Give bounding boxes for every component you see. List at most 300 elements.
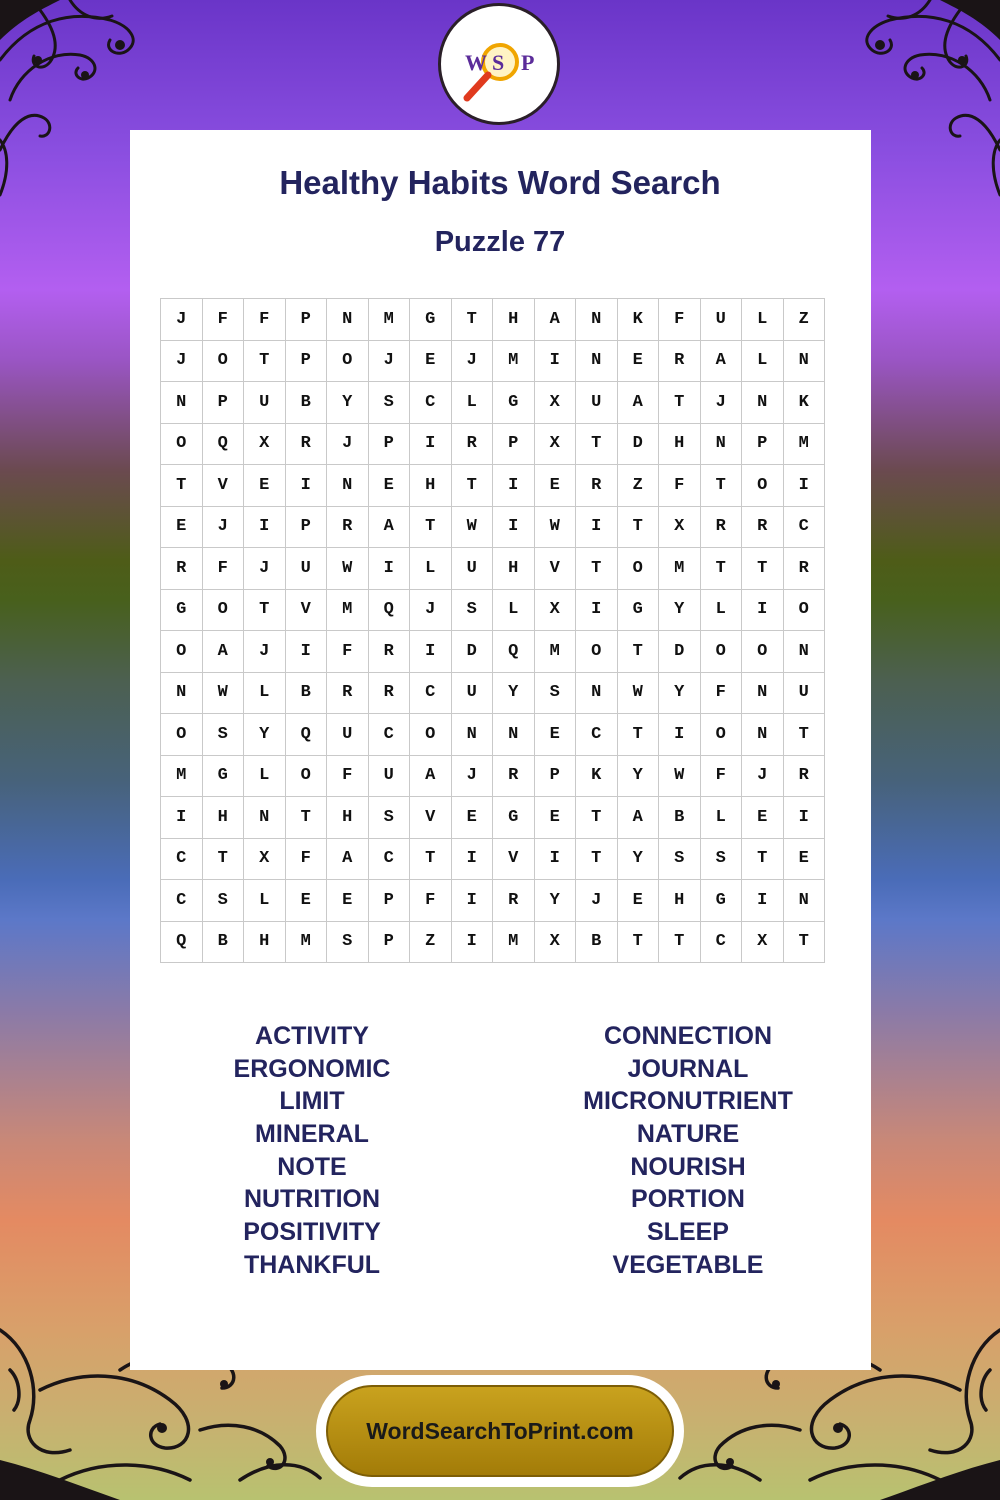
grid-cell[interactable]: O xyxy=(700,714,742,756)
grid-cell[interactable]: N xyxy=(161,672,203,714)
grid-cell[interactable]: M xyxy=(493,921,535,963)
grid-cell[interactable]: S xyxy=(659,838,701,880)
logo-letter-w: W xyxy=(465,50,487,75)
grid-cell[interactable]: I xyxy=(534,838,576,880)
grid-cell[interactable]: F xyxy=(327,631,369,673)
grid-cell[interactable]: H xyxy=(493,548,535,590)
grid-cell[interactable]: C xyxy=(700,921,742,963)
grid-row xyxy=(161,589,825,631)
grid-cell[interactable]: P xyxy=(534,755,576,797)
grid-cell[interactable]: J xyxy=(327,423,369,465)
grid-cell[interactable]: T xyxy=(659,382,701,424)
grid-cell[interactable]: X xyxy=(534,423,576,465)
word-list-item: PORTION xyxy=(631,1185,745,1214)
grid-cell[interactable]: R xyxy=(327,506,369,548)
grid-cell[interactable]: M xyxy=(327,589,369,631)
grid-cell[interactable]: R xyxy=(783,548,825,590)
grid-cell[interactable]: F xyxy=(202,299,244,341)
grid-cell[interactable]: O xyxy=(161,714,203,756)
grid-cell[interactable]: Y xyxy=(534,880,576,922)
grid-cell[interactable]: B xyxy=(285,382,327,424)
grid-cell[interactable]: P xyxy=(285,340,327,382)
grid-cell[interactable]: T xyxy=(617,506,659,548)
grid-cell[interactable]: O xyxy=(617,548,659,590)
grid-cell[interactable]: I xyxy=(451,921,493,963)
grid-cell[interactable]: M xyxy=(783,423,825,465)
grid-cell[interactable]: Q xyxy=(493,631,535,673)
grid-cell[interactable]: P xyxy=(742,423,784,465)
grid-cell[interactable]: R xyxy=(161,548,203,590)
word-list-item: SLEEP xyxy=(647,1218,729,1247)
grid-cell[interactable]: I xyxy=(410,631,452,673)
grid-cell[interactable]: M xyxy=(493,340,535,382)
grid-cell[interactable]: J xyxy=(451,340,493,382)
grid-cell[interactable]: A xyxy=(534,299,576,341)
grid-cell[interactable]: I xyxy=(493,506,535,548)
grid-cell[interactable]: H xyxy=(493,299,535,341)
grid-cell[interactable]: E xyxy=(534,465,576,507)
grid-cell[interactable]: J xyxy=(410,589,452,631)
grid-cell[interactable]: C xyxy=(161,880,203,922)
grid-cell[interactable]: Y xyxy=(493,672,535,714)
grid-cell[interactable]: G xyxy=(493,382,535,424)
grid-cell[interactable]: N xyxy=(244,797,286,839)
grid-cell[interactable]: B xyxy=(285,672,327,714)
grid-cell[interactable]: R xyxy=(368,672,410,714)
grid-cell[interactable]: D xyxy=(617,423,659,465)
grid-cell[interactable]: L xyxy=(244,880,286,922)
grid-cell[interactable]: P xyxy=(493,423,535,465)
grid-cell[interactable]: R xyxy=(285,423,327,465)
grid-cell[interactable]: Q xyxy=(202,423,244,465)
grid-cell[interactable]: T xyxy=(783,921,825,963)
grid-cell[interactable]: V xyxy=(202,465,244,507)
grid-cell[interactable]: T xyxy=(451,299,493,341)
grid-cell[interactable]: I xyxy=(493,465,535,507)
word-list-item: CONNECTION xyxy=(603,1022,773,1050)
grid-cell[interactable]: P xyxy=(202,382,244,424)
grid-cell[interactable]: B xyxy=(202,921,244,963)
grid-cell[interactable]: I xyxy=(576,589,618,631)
grid-cell[interactable]: S xyxy=(700,838,742,880)
grid-row xyxy=(161,506,825,548)
grid-cell[interactable]: F xyxy=(700,672,742,714)
grid-cell[interactable]: Y xyxy=(659,589,701,631)
grid-cell[interactable]: J xyxy=(368,340,410,382)
grid-cell[interactable]: O xyxy=(576,631,618,673)
grid-cell[interactable]: A xyxy=(617,382,659,424)
grid-cell[interactable]: F xyxy=(285,838,327,880)
grid-cell[interactable]: F xyxy=(659,465,701,507)
grid-cell[interactable]: E xyxy=(451,797,493,839)
grid-cell[interactable]: N xyxy=(783,631,825,673)
grid-cell[interactable]: C xyxy=(161,838,203,880)
grid-cell[interactable]: Z xyxy=(783,299,825,341)
grid-row xyxy=(161,423,825,465)
grid-cell[interactable]: R xyxy=(659,340,701,382)
grid-cell[interactable]: N xyxy=(700,423,742,465)
grid-cell[interactable]: C xyxy=(576,714,618,756)
grid-cell[interactable]: K xyxy=(617,299,659,341)
grid-cell[interactable]: U xyxy=(244,382,286,424)
grid-cell[interactable]: E xyxy=(534,714,576,756)
grid-cell[interactable]: S xyxy=(534,672,576,714)
grid-cell[interactable]: Z xyxy=(617,465,659,507)
grid-cell[interactable]: I xyxy=(742,880,784,922)
grid-cell[interactable]: U xyxy=(783,672,825,714)
grid-cell[interactable]: W xyxy=(202,672,244,714)
grid-cell[interactable]: L xyxy=(700,797,742,839)
grid-cell[interactable]: J xyxy=(244,548,286,590)
grid-cell[interactable]: W xyxy=(327,548,369,590)
grid-cell[interactable]: O xyxy=(202,340,244,382)
grid-cell[interactable]: O xyxy=(700,631,742,673)
grid-cell[interactable]: T xyxy=(576,548,618,590)
grid-cell[interactable]: A xyxy=(368,506,410,548)
grid-cell[interactable]: U xyxy=(451,672,493,714)
grid-cell[interactable]: E xyxy=(327,880,369,922)
grid-row xyxy=(161,921,825,963)
grid-cell[interactable]: P xyxy=(285,299,327,341)
grid-cell[interactable]: D xyxy=(451,631,493,673)
logo-letter-s: S xyxy=(492,50,505,75)
grid-cell[interactable]: I xyxy=(410,423,452,465)
grid-cell[interactable]: P xyxy=(368,423,410,465)
grid-cell[interactable]: V xyxy=(410,797,452,839)
grid-row xyxy=(161,755,825,797)
grid-cell[interactable]: A xyxy=(327,838,369,880)
grid-cell[interactable]: N xyxy=(742,672,784,714)
grid-cell[interactable]: Q xyxy=(368,589,410,631)
grid-cell[interactable]: R xyxy=(576,465,618,507)
grid-cell[interactable]: B xyxy=(576,921,618,963)
grid-cell[interactable]: A xyxy=(202,631,244,673)
site-banner[interactable] xyxy=(316,1375,684,1487)
grid-cell[interactable]: S xyxy=(202,880,244,922)
grid-cell[interactable]: U xyxy=(327,714,369,756)
grid-cell[interactable]: S xyxy=(451,589,493,631)
grid-cell[interactable]: L xyxy=(742,299,784,341)
grid-cell[interactable]: T xyxy=(244,589,286,631)
grid-cell[interactable]: P xyxy=(368,921,410,963)
grid-cell[interactable]: W xyxy=(659,755,701,797)
grid-cell[interactable]: T xyxy=(742,838,784,880)
grid-row xyxy=(161,838,825,880)
grid-cell[interactable]: H xyxy=(327,797,369,839)
grid-cell[interactable]: T xyxy=(202,838,244,880)
grid-cell[interactable]: W xyxy=(451,506,493,548)
grid-cell[interactable]: I xyxy=(285,631,327,673)
grid-cell[interactable]: R xyxy=(327,672,369,714)
grid-cell[interactable]: O xyxy=(742,631,784,673)
grid-cell[interactable]: C xyxy=(410,382,452,424)
grid-cell[interactable]: F xyxy=(202,548,244,590)
grid-cell[interactable]: T xyxy=(161,465,203,507)
grid-cell[interactable]: S xyxy=(368,382,410,424)
grid-cell[interactable]: I xyxy=(576,506,618,548)
grid-cell[interactable]: Y xyxy=(617,838,659,880)
grid-cell[interactable]: P xyxy=(368,880,410,922)
grid-cell[interactable]: A xyxy=(410,755,452,797)
grid-cell[interactable]: U xyxy=(368,755,410,797)
grid-cell[interactable]: X xyxy=(244,423,286,465)
grid-cell[interactable]: F xyxy=(244,299,286,341)
grid-cell[interactable]: T xyxy=(617,714,659,756)
grid-cell[interactable]: H xyxy=(659,880,701,922)
site-banner-inner xyxy=(326,1385,674,1477)
grid-cell[interactable]: E xyxy=(783,838,825,880)
grid-cell[interactable]: R xyxy=(368,631,410,673)
word-list-item: NATURE xyxy=(636,1120,740,1149)
grid-row xyxy=(161,465,825,507)
grid-cell[interactable]: K xyxy=(783,382,825,424)
grid-cell[interactable]: I xyxy=(244,506,286,548)
grid-cell[interactable]: L xyxy=(700,589,742,631)
grid-cell[interactable]: X xyxy=(244,838,286,880)
grid-cell[interactable]: M xyxy=(285,921,327,963)
wsp-logo[interactable] xyxy=(438,3,560,125)
grid-cell[interactable]: O xyxy=(285,755,327,797)
grid-cell[interactable]: L xyxy=(742,340,784,382)
grid-cell[interactable]: J xyxy=(576,880,618,922)
grid-cell[interactable]: N xyxy=(783,340,825,382)
word-list-item: LIMIT xyxy=(279,1087,345,1116)
logo-letter-p: P xyxy=(521,50,535,75)
site-name: WordSearchToPrint.com xyxy=(366,1417,634,1444)
grid-cell[interactable]: W xyxy=(534,506,576,548)
grid-cell[interactable]: U xyxy=(576,382,618,424)
grid-cell[interactable]: N xyxy=(161,382,203,424)
grid-cell[interactable]: S xyxy=(202,714,244,756)
word-list-item: ACTIVITY xyxy=(255,1022,369,1050)
grid-cell[interactable]: V xyxy=(493,838,535,880)
grid-cell[interactable]: I xyxy=(783,465,825,507)
grid-cell[interactable]: G xyxy=(202,755,244,797)
grid-cell[interactable]: F xyxy=(659,299,701,341)
grid-cell[interactable]: N xyxy=(576,672,618,714)
grid-cell[interactable]: T xyxy=(783,714,825,756)
grid-cell[interactable]: E xyxy=(285,880,327,922)
grid-row xyxy=(161,672,825,714)
grid-cell[interactable]: Y xyxy=(327,382,369,424)
word-list-item: POSITIVITY xyxy=(243,1218,381,1247)
grid-cell[interactable]: C xyxy=(368,838,410,880)
grid-row xyxy=(161,631,825,673)
grid-cell[interactable]: T xyxy=(576,423,618,465)
grid-cell[interactable]: I xyxy=(285,465,327,507)
grid-cell[interactable]: K xyxy=(576,755,618,797)
grid-cell[interactable]: I xyxy=(659,714,701,756)
grid-cell[interactable]: N xyxy=(451,714,493,756)
grid-row xyxy=(161,299,825,341)
grid-cell[interactable]: G xyxy=(161,589,203,631)
grid-cell[interactable]: A xyxy=(700,340,742,382)
grid-cell[interactable]: G xyxy=(617,589,659,631)
grid-cell[interactable]: O xyxy=(742,465,784,507)
grid-cell[interactable]: W xyxy=(617,672,659,714)
grid-cell[interactable]: R xyxy=(493,880,535,922)
grid-cell[interactable]: G xyxy=(410,299,452,341)
grid-cell[interactable]: F xyxy=(410,880,452,922)
grid-cell[interactable]: T xyxy=(451,465,493,507)
grid-cell[interactable]: E xyxy=(410,340,452,382)
word-list-item: MINERAL xyxy=(255,1120,369,1149)
grid-cell[interactable]: X xyxy=(534,589,576,631)
grid-cell[interactable]: N xyxy=(576,340,618,382)
grid-cell[interactable]: T xyxy=(742,548,784,590)
grid-cell[interactable]: Q xyxy=(285,714,327,756)
grid-cell[interactable]: I xyxy=(368,548,410,590)
grid-row xyxy=(161,797,825,839)
grid-cell[interactable]: R xyxy=(451,423,493,465)
word-list-item: NOTE xyxy=(277,1152,347,1181)
grid-cell[interactable]: E xyxy=(617,880,659,922)
grid-cell[interactable]: T xyxy=(576,797,618,839)
grid-cell[interactable]: H xyxy=(410,465,452,507)
grid-cell[interactable]: X xyxy=(534,921,576,963)
grid-cell[interactable]: T xyxy=(617,631,659,673)
word-list-left xyxy=(132,1020,492,1282)
word-list-item: NOURISH xyxy=(630,1152,746,1181)
grid-cell[interactable]: E xyxy=(244,465,286,507)
grid-cell[interactable]: Y xyxy=(659,672,701,714)
page-title: Healthy Habits Word Search xyxy=(279,164,721,201)
grid-cell[interactable]: S xyxy=(368,797,410,839)
grid-cell[interactable]: I xyxy=(451,838,493,880)
grid-cell[interactable]: J xyxy=(700,382,742,424)
grid-cell[interactable]: J xyxy=(161,340,203,382)
grid-cell[interactable]: T xyxy=(285,797,327,839)
word-list-item: NUTRITION xyxy=(243,1185,381,1214)
grid-cell[interactable]: O xyxy=(202,589,244,631)
grid-cell[interactable]: T xyxy=(244,340,286,382)
grid-cell[interactable]: I xyxy=(451,880,493,922)
grid-cell[interactable]: J xyxy=(742,755,784,797)
grid-cell[interactable]: T xyxy=(410,838,452,880)
grid-cell[interactable]: G xyxy=(493,797,535,839)
grid-cell[interactable]: H xyxy=(202,797,244,839)
grid-cell[interactable]: T xyxy=(410,506,452,548)
grid-row xyxy=(161,382,825,424)
grid-cell[interactable]: O xyxy=(410,714,452,756)
grid-cell[interactable]: E xyxy=(534,797,576,839)
grid-cell[interactable]: T xyxy=(617,921,659,963)
grid-cell[interactable]: V xyxy=(285,589,327,631)
grid-cell[interactable]: C xyxy=(783,506,825,548)
grid-cell[interactable]: S xyxy=(327,921,369,963)
grid-cell[interactable]: O xyxy=(161,423,203,465)
word-list-right xyxy=(508,1020,868,1282)
grid-cell[interactable]: T xyxy=(576,838,618,880)
grid-cell[interactable]: E xyxy=(161,506,203,548)
grid-cell[interactable]: N xyxy=(742,714,784,756)
grid-cell[interactable]: R xyxy=(742,506,784,548)
grid-cell[interactable]: Y xyxy=(617,755,659,797)
grid-cell[interactable]: T xyxy=(700,465,742,507)
grid-cell[interactable]: H xyxy=(244,921,286,963)
grid-cell[interactable]: J xyxy=(244,631,286,673)
grid-cell[interactable]: X xyxy=(534,382,576,424)
grid-cell[interactable]: J xyxy=(202,506,244,548)
grid-cell[interactable]: I xyxy=(742,589,784,631)
grid-cell[interactable]: M xyxy=(161,755,203,797)
grid-cell[interactable]: Z xyxy=(410,921,452,963)
grid-cell[interactable]: J xyxy=(161,299,203,341)
grid-cell[interactable]: F xyxy=(700,755,742,797)
grid-cell[interactable]: R xyxy=(783,755,825,797)
word-list-item: THANKFUL xyxy=(243,1250,381,1279)
grid-row xyxy=(161,714,825,756)
grid-cell[interactable]: E xyxy=(617,340,659,382)
grid-cell[interactable]: B xyxy=(659,797,701,839)
grid-cell[interactable]: M xyxy=(534,631,576,673)
grid-cell[interactable]: R xyxy=(700,506,742,548)
grid-cell[interactable]: J xyxy=(451,755,493,797)
grid-cell[interactable]: E xyxy=(742,797,784,839)
grid-cell[interactable]: N xyxy=(576,299,618,341)
grid-cell[interactable]: U xyxy=(700,299,742,341)
puzzle-number: Puzzle 77 xyxy=(434,226,566,258)
word-list-item: ERGONOMIC xyxy=(233,1054,391,1083)
grid-cell[interactable]: H xyxy=(659,423,701,465)
grid-cell[interactable]: C xyxy=(410,672,452,714)
grid-cell[interactable]: N xyxy=(783,880,825,922)
grid-cell[interactable]: T xyxy=(700,548,742,590)
grid-cell[interactable]: L xyxy=(410,548,452,590)
grid-cell[interactable]: M xyxy=(659,548,701,590)
grid-cell[interactable]: P xyxy=(285,506,327,548)
word-list-item: JOURNAL xyxy=(627,1054,749,1083)
grid-cell[interactable]: U xyxy=(285,548,327,590)
grid-cell[interactable]: N xyxy=(493,714,535,756)
grid-cell[interactable]: O xyxy=(161,631,203,673)
letter-grid xyxy=(160,298,825,963)
grid-cell[interactable]: L xyxy=(244,755,286,797)
grid-row xyxy=(161,340,825,382)
grid-cell[interactable]: V xyxy=(534,548,576,590)
grid-cell[interactable]: T xyxy=(659,921,701,963)
grid-cell[interactable]: U xyxy=(451,548,493,590)
grid-cell[interactable]: O xyxy=(327,340,369,382)
grid-cell[interactable]: L xyxy=(493,589,535,631)
word-list-item: MICRONUTRIENT xyxy=(583,1087,793,1116)
grid-cell[interactable]: I xyxy=(534,340,576,382)
grid-cell[interactable]: D xyxy=(659,631,701,673)
grid-cell[interactable]: Q xyxy=(161,921,203,963)
grid-cell[interactable]: N xyxy=(327,465,369,507)
grid-cell[interactable]: M xyxy=(368,299,410,341)
grid-cell[interactable]: R xyxy=(493,755,535,797)
grid-cell[interactable]: X xyxy=(742,921,784,963)
grid-row xyxy=(161,880,825,922)
grid-cell[interactable]: X xyxy=(659,506,701,548)
grid-cell[interactable]: L xyxy=(244,672,286,714)
word-list-item: VEGETABLE xyxy=(612,1250,764,1279)
grid-cell[interactable]: C xyxy=(368,714,410,756)
grid-cell[interactable]: L xyxy=(451,382,493,424)
grid-cell[interactable]: G xyxy=(700,880,742,922)
grid-cell[interactable]: E xyxy=(368,465,410,507)
grid-cell[interactable]: I xyxy=(161,797,203,839)
grid-cell[interactable]: F xyxy=(327,755,369,797)
grid-cell[interactable]: N xyxy=(327,299,369,341)
grid-cell[interactable]: O xyxy=(783,589,825,631)
grid-cell[interactable]: N xyxy=(742,382,784,424)
grid-row xyxy=(161,548,825,590)
grid-cell[interactable]: Y xyxy=(244,714,286,756)
grid-cell[interactable]: A xyxy=(617,797,659,839)
grid-cell[interactable]: I xyxy=(783,797,825,839)
